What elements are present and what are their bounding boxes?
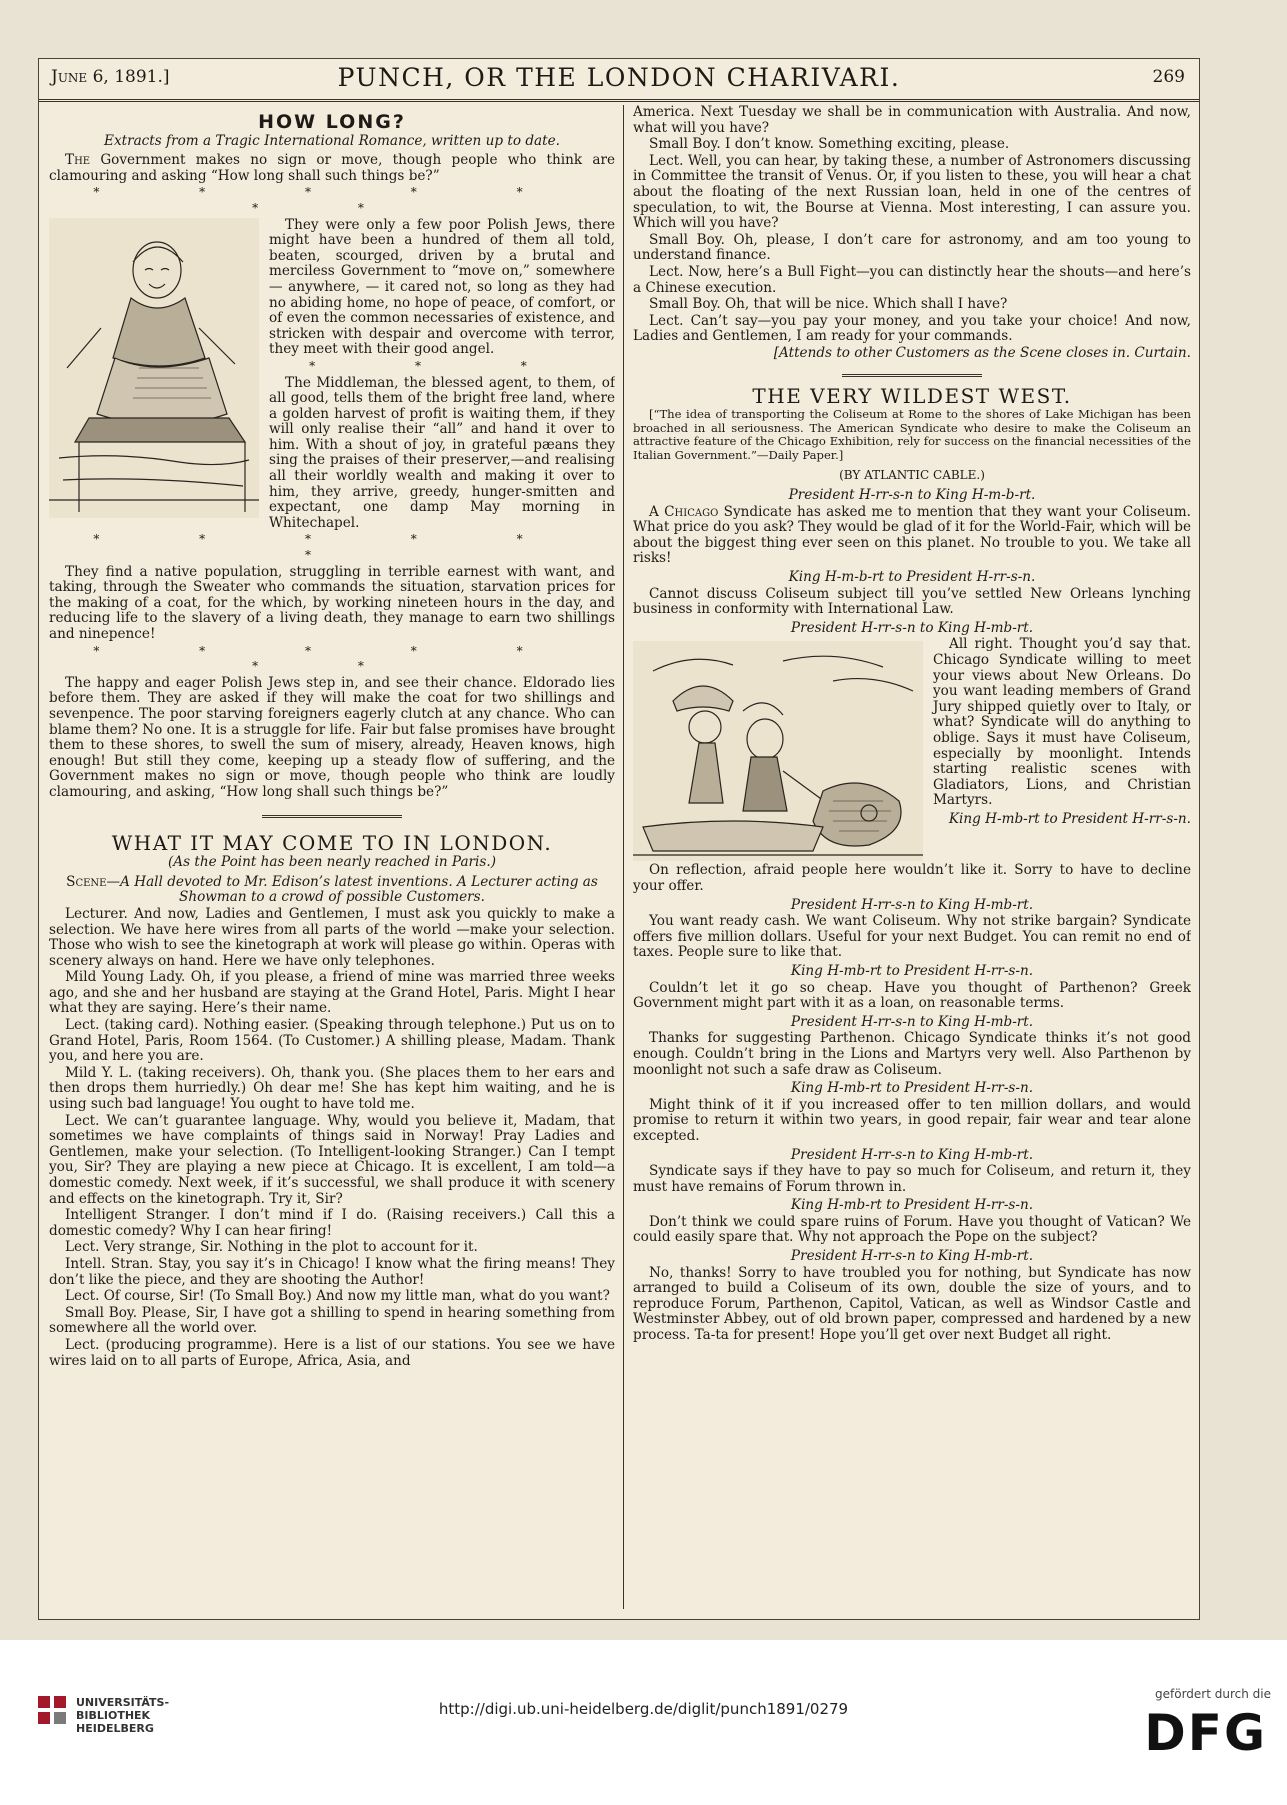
right-column — [633, 105, 1191, 1609]
dfg-logo: DFG — [1144, 1704, 1267, 1762]
article-title-very-wildest-west: THE VERY WILDEST WEST. — [752, 383, 1072, 408]
article-title-what-it-may-come-to: WHAT IT MAY COME TO IN LONDON. — [111, 830, 553, 855]
telegram-text: Cannot discuss Coliseum subject till you’ve settled New Orleans lynching business in conformity with International Law. — [633, 585, 1191, 618]
dialogue-line: Lect. (producing programme). Here is a list of our stations. You see we have wires laid on to all parts of Europe, Africa, Asia, and — [49, 1336, 615, 1369]
header-date: June 6, 1891.] — [51, 67, 170, 87]
telegram-heading: King H-mb-rt to President H-rr-s-n. — [948, 810, 1191, 827]
telegram-heading: President H-rr-s-n to King H-mb-rt. — [790, 1146, 1034, 1163]
dialogue-line: America. Next Tuesday we shall be in communication with Australia. And now, what will you have? — [633, 105, 1191, 136]
dialogue-line: Small Boy. Oh, that will be nice. Which shall I have? — [649, 296, 1008, 313]
telegram-heading: President H-rr-s-n to King H-mb-rt. — [790, 896, 1034, 913]
editorial-note: [“The idea of transporting the Coliseum at Rome to the shores of Lake Michigan has been broached in all seriousness. The American Syndicate who desire to make the Coliseum an attractive feature of the Chicago Exhibition, rely for success on the financial necessities of the Italian Government.”—Daily Paper.] — [633, 407, 1191, 462]
section-stars: * * * * * * * — [93, 185, 571, 215]
telegram-heading: King H-m-b-rt to President H-rr-s-n. — [788, 569, 1036, 586]
telegram-heading: President H-rr-s-n to King H-mb-rt. — [790, 1013, 1034, 1030]
dialogue-line: Lect. We can’t guarantee language. Why, would you believe it, Madam, that sometimes we have complaints of things said in Norway! Pray Ladies and Gentlemen, make your selection. (To Intelligent-looking Stranger.) Can I tempt you, Sir? They are playing a new piece at Chicago. It is excellent, I am told—a domestic comedy. Next week, if it’s successful, we shall produce it with scenery and effects on the kinetograph. Try it, Sir? — [49, 1112, 615, 1207]
telegram-heading: King H-mb-rt to President H-rr-s-n. — [790, 1197, 1034, 1214]
telegram-heading: King H-mb-rt to President H-rr-s-n. — [790, 962, 1034, 979]
source-url-link[interactable]: http://digi.ub.uni-heidelberg.de/diglit/punch1891/0279 — [438, 1700, 849, 1718]
digitization-footer — [0, 1640, 1287, 1805]
telegram-text: Syndicate says if they have to pay so much for Coliseum, and return it, they must have remains of Forum thrown in. — [633, 1163, 1191, 1195]
dialogue-line: Intelligent Stranger. I don’t mind if I do. (Raising receivers.) Call this a domestic comedy? Why I can hear firing! — [49, 1207, 615, 1239]
dialogue-line: Lect. Of course, Sir! (To Small Boy.) And now my little man, what do you want? — [65, 1288, 610, 1305]
section-rule — [262, 815, 402, 818]
article-subtitle: (As the Point has been nearly reached in Paris.) — [167, 854, 497, 871]
article-subtitle: Extracts from a Tragic International Romance, written up to date. — [104, 132, 560, 149]
dialogue-line: Lecturer. And now, Ladies and Gentlemen, I must ask you quickly to make a selection. We have here wires from all parts of the world —make your selection. Those who wish to see the kinetograph at work will please go within. Operas with scenery always on hand. Here we have only telephones. — [49, 905, 615, 969]
dialogue-line: Small Boy. Oh, please, I don’t care for astronomy, and am too young to understand finance. — [633, 231, 1191, 264]
page-header — [39, 59, 1199, 102]
left-column — [49, 105, 615, 1609]
section-stars: * * * * * * — [93, 532, 571, 563]
illustration-gladiator-cartoon — [633, 641, 923, 861]
dialogue-line: Intell. Stran. Stay, you say it’s in Chicago! I know what the firing means! They don’t like the piece, and they are shooting the Author! — [49, 1255, 615, 1288]
dialogue-line: Mild Young Lady. Oh, if you please, a friend of mine was married three weeks ago, and she and her husband are staying at the Grand Hotel, Paris. Might I hear what they are saying. Here’s their name. — [49, 969, 615, 1017]
paragraph: The happy and eager Polish Jews step in, and see their chance. Eldorado lies before them. They are asked if they will make the coat for two shillings and sevenpence. The poor starving foreigners eagerly clutch at any chance. Who can blame them? No one. It is a struggle for life. Fair but false promises have brought them to these shores, to swell the sum of misery, already, Heaven knows, high enough! But still they come, keeping up a steady flow of suffering, and the Government makes no sign or move, though people who think are loudly clamouring, and asking, “How long shall such things be?” — [49, 674, 615, 800]
article-title-how-long: HOW LONG? — [258, 111, 406, 133]
telegram-text: Couldn’t let it go so cheap. Have you thought of Parthenon? Greek Government might part with it as a loan, on reasonable terms. — [633, 979, 1191, 1012]
dialogue-line: Lect. Now, here’s a Bull Fight—you can distinctly hear the shouts—and here’s a Chinese execution. — [633, 263, 1191, 296]
dialogue-line: Small Boy. I don’t know. Something exciting, please. — [649, 136, 1010, 153]
paragraph: The Middleman, the blessed agent, to them, of all good, tells them of the bright free land, where a golden harvest of profit is waiting them, if they will only realise their “all” and hand it over to him. With a shout of joy, in grateful pæans they sing the praises of their preserver,—and realising all their worldly wealth and making it over to him, they arrive, greedy, hunger-smitten and expectant, one damp May morning in Whitechapel. — [269, 374, 615, 531]
column-divider — [623, 105, 624, 1609]
telegram-text: All right. Thought you’d say that. Chicago Syndicate willing to meet your views about New Orleans. Do you want leading members of Grand Jury shipped quietly over to Italy, or what? Syndicate will do anything to oblige. Says it must have Coliseum, especially by moonlight. Intends starting realistic scenes with Gladiators, Lions, and Christian Martyrs. — [933, 636, 1191, 809]
illustration-man-sewing — [49, 218, 259, 518]
dialogue-line: Lect. Well, you can hear, by taking these, a number of Astronomers discussing in Committee the transit of Venus. Or, if you listen to these, you will hear a chat about the floating of the next Russian loan, held in one of the centres of speculation, to wit, the Bourse at Vienna. Most interesting, I can assure you. Which will you have? — [633, 152, 1191, 232]
telegram-heading: President H-rr-s-n to King H-mb-rt. — [790, 619, 1034, 636]
dialogue-line: Mild Y. L. (taking receivers). Oh, thank you. (She places them to her ears and then drops them hurriedly.) Oh dear me! She has kept him waiting, and he is using such bad language! You ought to have told me. — [49, 1064, 615, 1113]
scene-direction: Scene—A Hall devoted to Mr. Edison’s latest inventions. A Lecturer acting as Showman to a crowd of possible Customers. — [66, 873, 598, 906]
telegram-text: A Chicago Syndicate has asked me to mention that they want your Coliseum. What price do you ask? They would be glad of it for the World-Fair, which will be about the biggest thing ever seen on this planet. No trouble to you. We take all risks! — [633, 503, 1191, 567]
dialogue-line: Small Boy. Please, Sir, I have got a shilling to spend in hearing something from somewhere all the world over. — [49, 1304, 615, 1337]
section-stars: * * * * * * * — [93, 643, 571, 674]
stage-direction: [Attends to other Customers as the Scene closes in. Curtain. — [773, 344, 1191, 361]
newspaper-page — [38, 58, 1200, 1620]
masthead-title: PUNCH, OR THE LONDON CHARIVARI. — [337, 63, 901, 92]
telegram-heading: President H-rr-s-n to King H-m-b-rt. — [788, 487, 1036, 504]
telegram-text: On reflection, afraid people here wouldn’t like it. Sorry to have to decline your offer. — [633, 862, 1191, 894]
telegram-text: Might think of it if you increased offer to ten million dollars, and would promise to return it within two years, in good repair, fair wear and tear alone excepted. — [633, 1096, 1191, 1144]
dialogue-line: Lect. Can’t say—you pay your money, and you take your choice! And now, Ladies and Gentlemen, I am ready for your commands. — [633, 312, 1191, 345]
telegram-text: You want ready cash. We want Coliseum. Why not strike bargain? Syndicate offers five million dollars. Useful for your next Budget. You can remit no end of taxes. People sure to like that. — [633, 913, 1191, 961]
page-number: 269 — [1152, 67, 1185, 87]
telegram-text: No, thanks! Sorry to have troubled you for nothing, but Syndicate has now arranged to build a Coliseum of its own, double the size of yours, and to reproduce Forum, Parthenon, Capitol, Vatican, as well as Windsor Castle and Westminster Abbey, out of old brown paper, compressed and hardened by a new process. Ta-ta for present! Hope you’ll get over next Budget all right. — [633, 1264, 1191, 1344]
telegram-text: Thanks for suggesting Parthenon. Chicago Syndicate thinks it’s not good enough. Couldn’t bring in the Lions and Martyrs very well. Also Parthenon by moonlight not such a safe draw as Coliseum. — [633, 1030, 1191, 1078]
telegram-text: Don’t think we could spare ruins of Forum. Have you thought of Vatican? We could easily spare that. Why not approach the Pope on the subject? — [633, 1213, 1191, 1246]
paragraph: They find a native population, struggling in terrible earnest with want, and taking, through the Sweater who commands the situation, starvation prices for the making of a coat, for the which, by working nineteen hours in the day, and reducing life to the slavery of a living death, they manage to earn two shillings and ninepence! — [49, 563, 615, 642]
telegram-heading: King H-mb-rt to President H-rr-s-n. — [790, 1080, 1034, 1097]
section-stars: * * * — [309, 358, 575, 373]
library-name: UNIVERSITÄTS- BIBLIOTHEK HEIDELBERG — [76, 1696, 170, 1735]
dialogue-line: Lect. Very strange, Sir. Nothing in the plot to account for it. — [65, 1239, 478, 1256]
paragraph: The Government makes no sign or move, though people who think are clamouring and asking “How long shall such things be?” — [49, 152, 615, 184]
paragraph: They were only a few poor Polish Jews, there might have been a hundred of them all told, beaten, scourged, driven by a brutal and merciless Government to “move on,” somewhere — anywhere, — it cared not, so long as they had no abiding home, no hope of peace, of comfort, or of even the common necessaries of existence, and stricken with despair and overcome with terror, they meet with their good angel. — [269, 216, 615, 358]
cable-label: (BY ATLANTIC CABLE.) — [839, 468, 985, 483]
funding-note: gefördert durch die — [1155, 1687, 1271, 1701]
dialogue-line: Lect. (taking card). Nothing easier. (Speaking through telephone.) Put us on to Grand Hotel, Paris, Room 1564. (To Customer.) A shilling please, Madam. Thank you, and here you are. — [49, 1017, 615, 1065]
section-rule — [842, 374, 982, 377]
telegram-heading: President H-rr-s-n to King H-mb-rt. — [790, 1248, 1034, 1265]
